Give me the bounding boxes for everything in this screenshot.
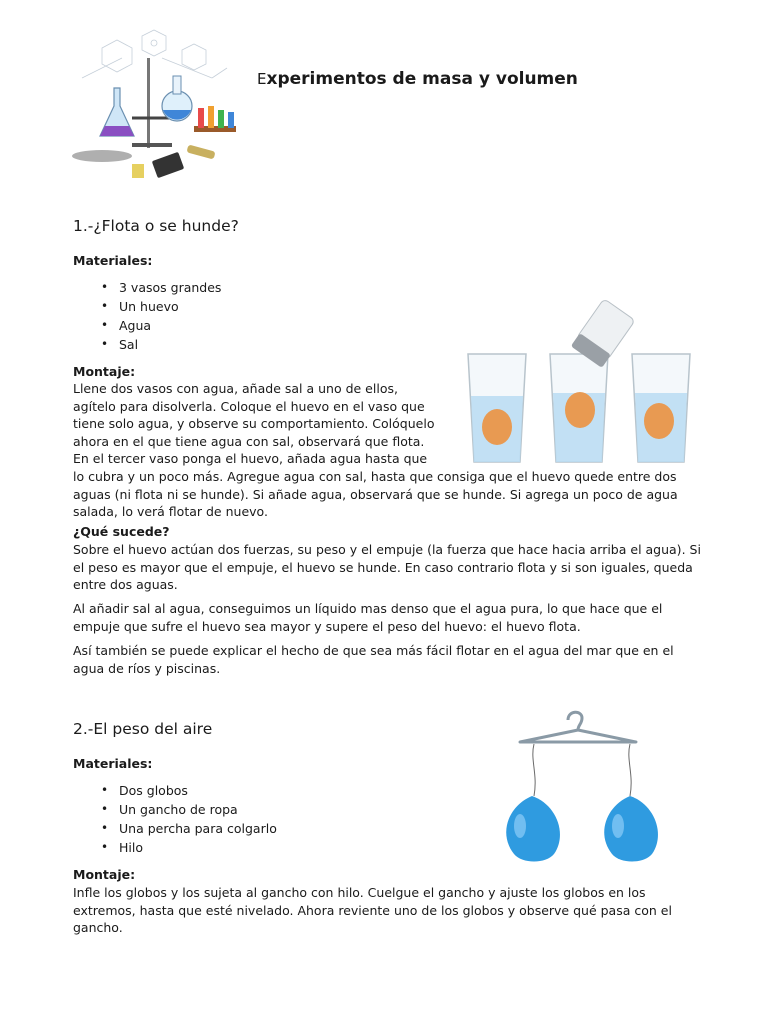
exp1-sucede-paragraph-3: Así también se puede explicar el hecho de que sea más fácil flotar en el agua del mar que en el agua de ríos y piscinas. <box>73 643 674 676</box>
exp1-montaje-continued: lo cubra y un poco más. Agregue agua con sal, hasta que consiga que el huevo quede entre dos aguas (ni flota ni se hunde). Si añade agua, observará que se hunde. Si agrega un poco de agua salada, lo verá flotar de nuevo. <box>73 469 678 519</box>
text-line: agítelo para disolverla. Coloque el huevo en el vaso que <box>73 398 425 414</box>
document-title: Experimentos de masa y volumen <box>257 69 578 89</box>
exp1-materials-list <box>73 278 221 354</box>
list-item: • Un huevo <box>73 297 221 316</box>
exp1-heading: 1.-¿Flota o se hunde? <box>73 217 239 235</box>
exp1-sucede-label: ¿Qué sucede? <box>73 524 170 539</box>
text-line: Llene dos vasos con agua, añade sal a uno de ellos, <box>73 381 398 396</box>
exp1-sucede-paragraph-1: Sobre el huevo actúan dos fuerzas, su peso y el empuje (la fuerza que hace hacia arriba el agua). Si el peso es mayor que el empuje, el huevo se hunde. En caso contrario flota y si son iguales, queda entre dos aguas. <box>73 542 701 592</box>
exp1-montaje-text <box>73 380 453 468</box>
exp2-heading: 2.-El peso del aire <box>73 720 213 738</box>
text-line: ahora en el que tiene agua con sal, observará que flota. <box>73 433 425 449</box>
glass-left <box>468 354 526 462</box>
list-item: • 3 vasos grandes <box>73 278 221 297</box>
exp1-materials-label: Materiales: <box>73 253 153 268</box>
list-item: • Agua <box>73 316 221 335</box>
glass-middle <box>550 354 608 462</box>
exp2-materials-list <box>73 781 277 857</box>
lab-equipment-illustration <box>62 28 242 188</box>
exp1-sucede-paragraph-2: Al añadir sal al agua, conseguimos un líquido mas denso que el agua pura, lo que hace que el empuje que sufre el huevo sea mayor y supere el peso del huevo: el huevo flota. <box>73 601 663 634</box>
list-item: • Una percha para colgarlo <box>73 819 277 838</box>
list-item: • Hilo <box>73 838 277 857</box>
hanger-balloons-illustration <box>490 708 670 868</box>
glasses-egg-illustration <box>462 296 696 466</box>
glass-right <box>632 354 690 462</box>
list-item: • Dos globos <box>73 781 277 800</box>
exp2-montaje-label: Montaje: <box>73 867 136 882</box>
exp2-materials-label: Materiales: <box>73 756 153 771</box>
text-line: En el tercer vaso ponga el huevo, añada agua hasta que <box>73 451 428 466</box>
text-line: tiene solo agua, y observe su comportamiento. Colóquelo <box>73 416 435 431</box>
list-item: • Un gancho de ropa <box>73 800 277 819</box>
exp2-montaje-text: Infle los globos y los sujeta al gancho con hilo. Cuelgue el gancho y ajuste los globos en los extremos, hasta que esté nivelado. Ahora reviente uno de los globos y observe qué pasa con el gancho. <box>73 885 672 935</box>
exp1-montaje-label: Montaje: <box>73 364 136 379</box>
list-item: • Sal <box>73 335 221 354</box>
